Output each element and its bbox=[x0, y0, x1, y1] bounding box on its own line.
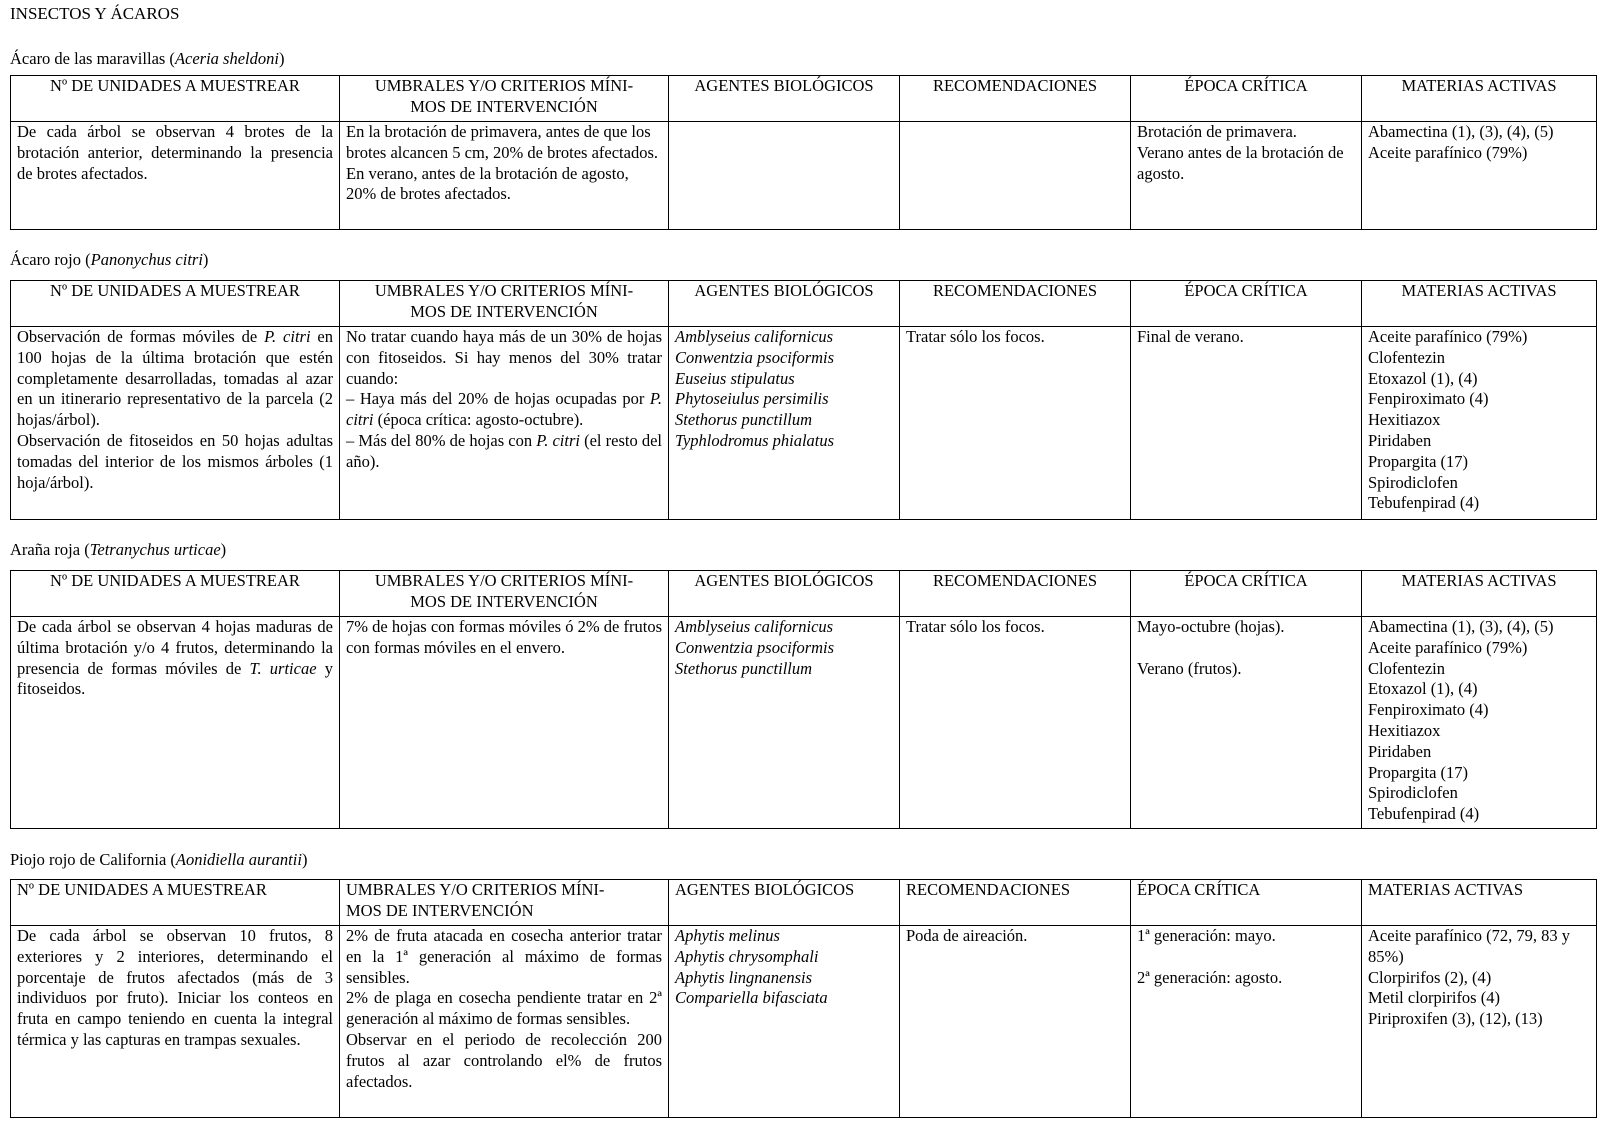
header-critical-period: ÉPOCA CRÍTICA bbox=[1131, 880, 1362, 926]
header-thresholds: UMBRALES Y/O CRITERIOS MÍNI- MOS DE INTERVENCIÓN bbox=[340, 571, 669, 617]
header-critical-period: ÉPOCA CRÍTICA bbox=[1131, 281, 1362, 327]
cell-thresholds: 2% de fruta atacada en cosecha anterior tratar en la 1ª generación al máximo de formas sensibles. 2% de plaga en cosecha pendiente tratar en 2ª generación al máximo de formas sensibles. Observar en el periodo de recolección 200 frutos al azar controlando el% de frutos afectados. bbox=[340, 926, 669, 1118]
cell-biological-agents: Amblyseius californicus Conwentzia psociformis Stethorus punctillum bbox=[669, 617, 900, 829]
page-title: INSECTOS Y ÁCAROS bbox=[10, 4, 180, 23]
header-biological-agents: AGENTES BIOLÓGICOS bbox=[669, 281, 900, 327]
pest-close: ) bbox=[220, 540, 227, 559]
cell-thresholds: No tratar cuando haya más de un 30% de hojas con fitoseidos. Si hay menos del 30% tratar cuando: – Haya más del 20% de hojas ocupadas por P. citri (época crítica: agosto-octubre). – Más del 80% de hojas con P. citri (el resto del año). bbox=[340, 327, 669, 520]
table-header-row bbox=[11, 880, 1597, 926]
pest-scientific-name: Aonidiella aurantii bbox=[175, 850, 302, 869]
header-recommendations: RECOMENDACIONES bbox=[900, 571, 1131, 617]
header-critical-period: ÉPOCA CRÍTICA bbox=[1131, 76, 1362, 122]
table-aceria bbox=[10, 75, 1597, 230]
cell-biological-agents bbox=[669, 122, 900, 230]
cell-critical-period: Mayo-octubre (hojas). Verano (frutos). bbox=[1131, 617, 1362, 829]
cell-thresholds: 7% de hojas con formas móviles ó 2% de frutos con formas móviles en el envero. bbox=[340, 617, 669, 829]
cell-critical-period: Brotación de primavera. Verano antes de la brotación de agosto. bbox=[1131, 122, 1362, 230]
cell-active-ingredients: Aceite parafínico (72, 79, 83 y 85%) Clorpirifos (2), (4) Metil clorpirifos (4) Piriproxifen (3), (12), (13) bbox=[1362, 926, 1597, 1118]
header-biological-agents: AGENTES BIOLÓGICOS bbox=[669, 76, 900, 122]
header-active-ingredients: MATERIAS ACTIVAS bbox=[1362, 571, 1597, 617]
table-header-row bbox=[11, 571, 1597, 617]
section-heading-panonychus bbox=[10, 250, 208, 271]
table-row bbox=[11, 617, 1597, 829]
header-recommendations: RECOMENDACIONES bbox=[900, 880, 1131, 926]
header-sampling: Nº DE UNIDADES A MUESTREAR bbox=[11, 281, 340, 327]
cell-biological-agents: Aphytis melinus Aphytis chrysomphali Aphytis lingnanensis Compariella bifasciata bbox=[669, 926, 900, 1118]
table-row bbox=[11, 327, 1597, 520]
cell-critical-period: 1ª generación: mayo. 2ª generación: agosto. bbox=[1131, 926, 1362, 1118]
header-thresholds: UMBRALES Y/O CRITERIOS MÍNI- MOS DE INTERVENCIÓN bbox=[340, 880, 669, 926]
pest-close: ) bbox=[202, 250, 209, 269]
section-heading-aceria bbox=[10, 49, 284, 70]
header-recommendations: RECOMENDACIONES bbox=[900, 281, 1131, 327]
table-tetranychus bbox=[10, 570, 1597, 829]
table-header-row bbox=[11, 76, 1597, 122]
cell-recommendations: Tratar sólo los focos. bbox=[900, 617, 1131, 829]
cell-biological-agents: Amblyseius californicus Conwentzia psociformis Euseius stipulatus Phytoseiulus persimilis Stethorus punctillum Typhlodromus phialatus bbox=[669, 327, 900, 520]
cell-recommendations: Poda de aireación. bbox=[900, 926, 1131, 1118]
pest-common-name: Piojo rojo de California ( bbox=[10, 850, 176, 869]
cell-active-ingredients: Abamectina (1), (3), (4), (5) Aceite parafínico (79%) Clofentezin Etoxazol (1), (4) Fenpiroximato (4) Hexitiazox Piridaben Propargita (17) Spirodiclofen Tebufenpirad (4) bbox=[1362, 617, 1597, 829]
cell-recommendations: Tratar sólo los focos. bbox=[900, 327, 1131, 520]
section-heading-aonidiella bbox=[10, 850, 307, 871]
header-active-ingredients: MATERIAS ACTIVAS bbox=[1362, 880, 1597, 926]
header-biological-agents: AGENTES BIOLÓGICOS bbox=[669, 571, 900, 617]
pest-common-name: Ácaro rojo ( bbox=[10, 250, 91, 269]
cell-active-ingredients: Aceite parafínico (79%) Clofentezin Etoxazol (1), (4) Fenpiroximato (4) Hexitiazox Piridaben Propargita (17) Spirodiclofen Tebufenpirad (4) bbox=[1362, 327, 1597, 520]
cell-critical-period: Final de verano. bbox=[1131, 327, 1362, 520]
header-sampling: Nº DE UNIDADES A MUESTREAR bbox=[11, 571, 340, 617]
cell-sampling: De cada árbol se observan 4 hojas maduras de última brotación y/o 4 frutos, determinando la presencia de formas móviles de T. urticae y fitoseidos. bbox=[11, 617, 340, 829]
header-biological-agents: AGENTES BIOLÓGICOS bbox=[669, 880, 900, 926]
pest-scientific-name: Tetranychus urticae bbox=[89, 540, 221, 559]
cell-sampling: Observación de formas móviles de P. citri en 100 hojas de la última brotación que estén completamente desarrolladas, tomadas al azar en un itinerario representativo de la parcela (2 hojas/árbol). Observación de fitoseidos en 50 hojas adultas tomadas del interior de los mismos árboles (1 hoja/árbol). bbox=[11, 327, 340, 520]
pest-close: ) bbox=[301, 850, 308, 869]
pest-scientific-name: Aceria sheldoni bbox=[174, 49, 279, 68]
table-row bbox=[11, 926, 1597, 1118]
header-critical-period: ÉPOCA CRÍTICA bbox=[1131, 571, 1362, 617]
header-thresholds: UMBRALES Y/O CRITERIOS MÍNI- MOS DE INTERVENCIÓN bbox=[340, 76, 669, 122]
cell-sampling: De cada árbol se observan 4 brotes de la brotación anterior, determinando la presencia de brotes afectados. bbox=[11, 122, 340, 230]
header-active-ingredients: MATERIAS ACTIVAS bbox=[1362, 281, 1597, 327]
header-sampling: Nº DE UNIDADES A MUESTREAR bbox=[11, 880, 340, 926]
cell-sampling: De cada árbol se observan 10 frutos, 8 exteriores y 2 interiores, determinando el porcentaje de frutos afectados (más de 3 individuos por fruto). Iniciar los conteos en fruta en campo teniendo en cuenta la integral térmica y las capturas en trampas sexuales. bbox=[11, 926, 340, 1118]
pest-close: ) bbox=[278, 49, 285, 68]
section-heading-tetranychus bbox=[10, 540, 226, 561]
table-header-row bbox=[11, 281, 1597, 327]
table-panonychus bbox=[10, 280, 1597, 520]
header-recommendations: RECOMENDACIONES bbox=[900, 76, 1131, 122]
pest-common-name: Ácaro de las maravillas ( bbox=[10, 49, 175, 68]
header-active-ingredients: MATERIAS ACTIVAS bbox=[1362, 76, 1597, 122]
table-aonidiella bbox=[10, 879, 1597, 1118]
table-row bbox=[11, 122, 1597, 230]
header-thresholds: UMBRALES Y/O CRITERIOS MÍNI- MOS DE INTERVENCIÓN bbox=[340, 281, 669, 327]
cell-recommendations bbox=[900, 122, 1131, 230]
pest-scientific-name: Panonychus citri bbox=[90, 250, 203, 269]
pest-common-name: Araña roja ( bbox=[10, 540, 90, 559]
cell-active-ingredients: Abamectina (1), (3), (4), (5) Aceite parafínico (79%) bbox=[1362, 122, 1597, 230]
cell-thresholds: En la brotación de primavera, antes de que los brotes alcancen 5 cm, 20% de brotes afectados. En verano, antes de la brotación de agosto, 20% de brotes afectados. bbox=[340, 122, 669, 230]
header-sampling: Nº DE UNIDADES A MUESTREAR bbox=[11, 76, 340, 122]
